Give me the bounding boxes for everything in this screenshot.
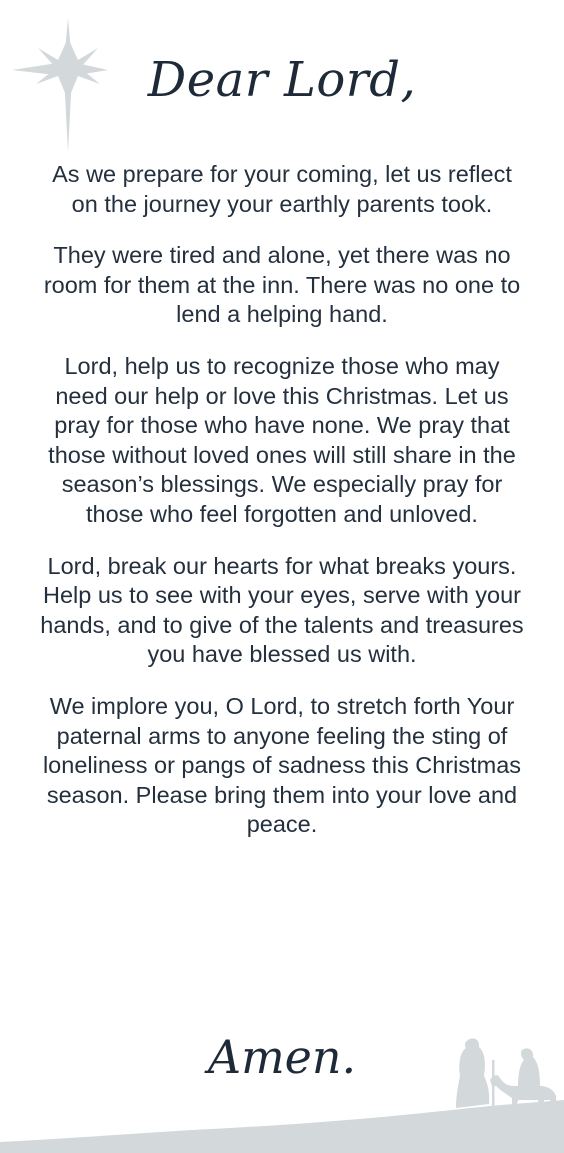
- prayer-paragraph: We implore you, O Lord, to stretch forth Your paternal arms to anyone feeling the sting of loneliness or pangs of sadness this Christmas season. Please bring them into your love and peace.: [42, 692, 522, 838]
- prayer-closing: Amen.: [207, 1030, 357, 1084]
- prayer-paragraph: Lord, break our hearts for what breaks yours. Help us to see with your eyes, serve with your hands, and to give of the talents and treasures you have blessed us with.: [40, 552, 524, 668]
- prayer-title: Dear Lord,: [147, 52, 417, 108]
- prayer-paragraph: As we prepare for your coming, let us reflect on the journey your earthly parents took.: [52, 161, 512, 217]
- prayer-body: [40, 160, 524, 862]
- prayer-paragraph: Lord, help us to recognize those who may need our help or love this Christmas. Let us pray for those who have none. We pray that those without loved ones will still share in the season’s blessings. We especially pray for those who feel forgotten and unloved.: [48, 352, 516, 527]
- prayer-paragraph: They were tired and alone, yet there was no room for them at the inn. There was no one to lend a helping hand.: [43, 242, 521, 328]
- ground-hill: [0, 1100, 564, 1153]
